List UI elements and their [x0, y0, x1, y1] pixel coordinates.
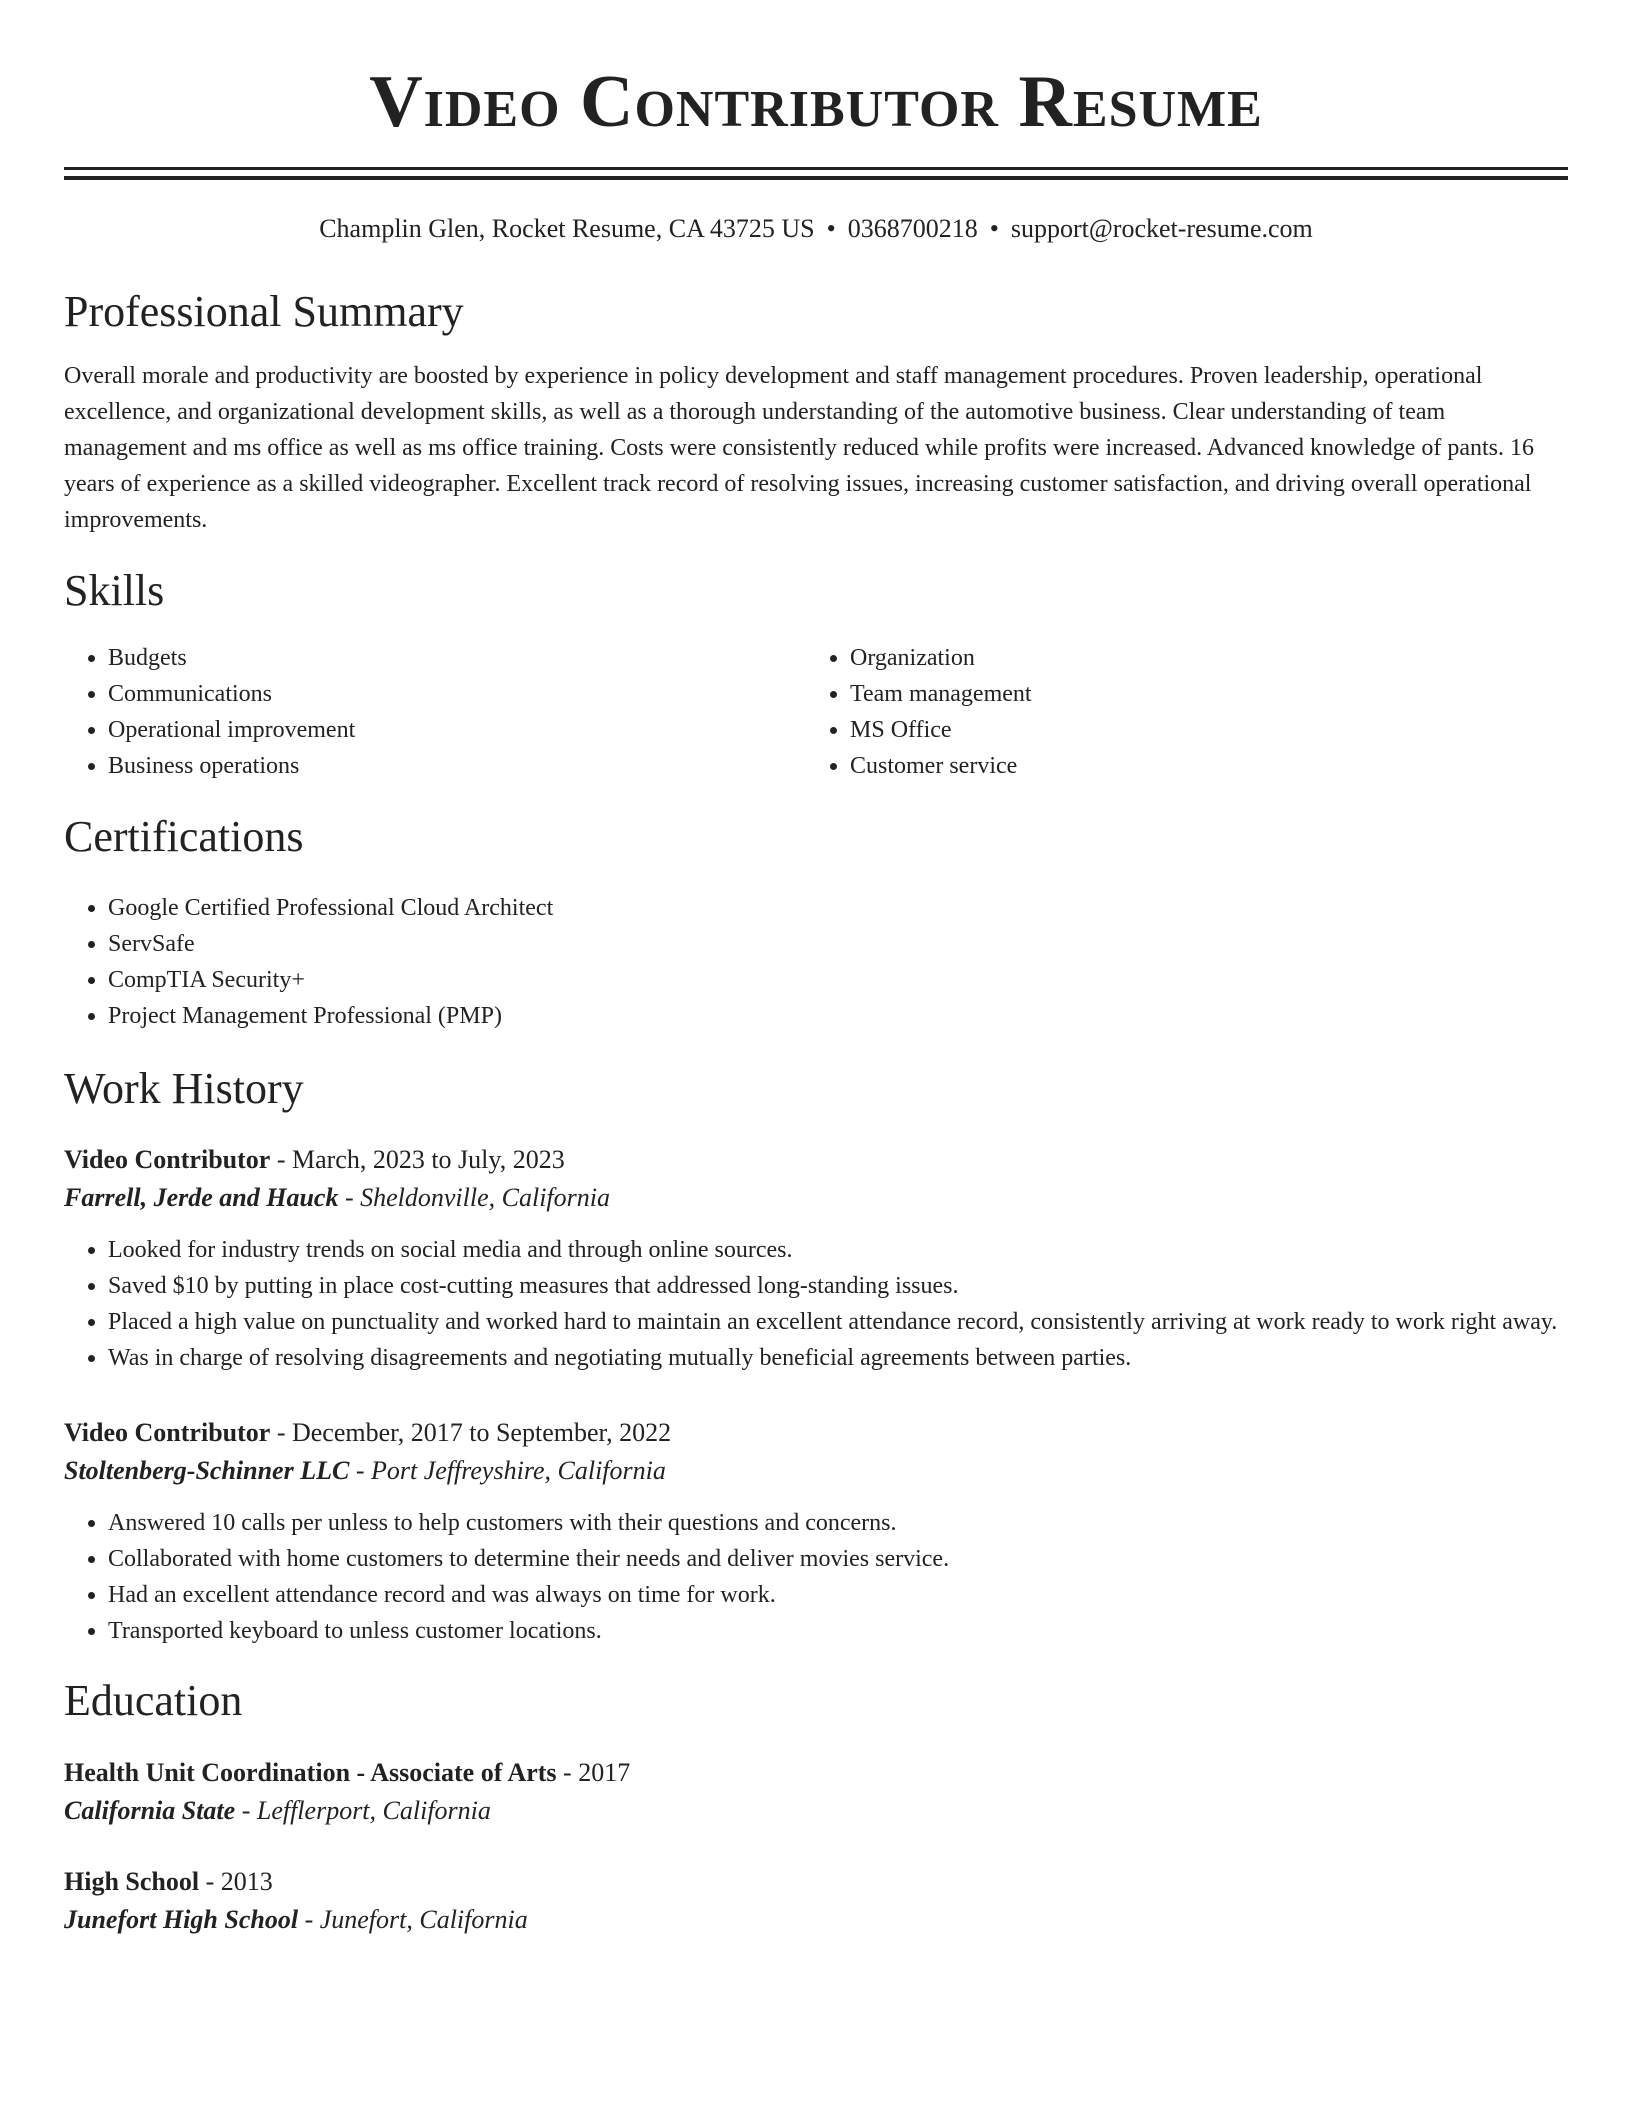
certification-item: • Project Management Professional (PMP): [108, 998, 1568, 1034]
job-bullet: • Placed a high value on punctuality and worked hard to maintain an excellent attendance record, consistently arriving at work ready to work right away.: [108, 1304, 1568, 1340]
job-bullet: • Collaborated with home customers to determine their needs and deliver movies service.: [108, 1541, 1568, 1577]
education-header: [64, 1754, 1568, 1792]
section-heading-skills: Skills: [64, 566, 165, 615]
education-year: - 2013: [199, 1867, 273, 1896]
work-history-section: [64, 1064, 1568, 1649]
skills-column-2: [806, 640, 1568, 784]
certifications-section: [64, 812, 1568, 1034]
education-degree: Health Unit Coordination - Associate of Arts: [64, 1758, 557, 1787]
skills-column-1: [64, 640, 806, 784]
job-bullets: [64, 1505, 1568, 1649]
job-dates: - March, 2023 to July, 2023: [270, 1145, 565, 1174]
section-heading-certifications: Certifications: [64, 812, 304, 861]
contact-line: [64, 214, 1568, 244]
job-header: [64, 1414, 1568, 1452]
job-location: - Port Jeffreyshire, California: [349, 1456, 666, 1485]
job-entry: [64, 1414, 1568, 1649]
job-dates: - December, 2017 to September, 2022: [270, 1418, 672, 1447]
job-title: Video Contributor: [64, 1418, 271, 1447]
skill-item: • MS Office: [850, 712, 1568, 748]
education-header: [64, 1863, 1568, 1901]
contact-phone: 0368700218: [847, 214, 978, 243]
resume-title: Video Contributor Resume: [369, 61, 1263, 143]
certification-item: • Google Certified Professional Cloud Architect: [108, 890, 1568, 926]
resume-page: [64, 0, 1568, 1939]
skill-item: • Business operations: [108, 748, 806, 784]
section-heading-education: Education: [64, 1676, 243, 1725]
education-school: Junefort High School: [64, 1905, 299, 1934]
job-bullet: • Was in charge of resolving disagreements and negotiating mutually beneficial agreements between parties.: [108, 1340, 1568, 1376]
job-employer: [64, 1179, 1568, 1217]
job-employer: [64, 1452, 1568, 1490]
summary-text: Overall morale and productivity are boosted by experience in policy development and staff management procedures. Proven leadership, operational excellence, and organizational development skills, as well as a thorough understanding of the automotive business. Clear understanding of team management and ms office as well as ms office training. Costs were consistently reduced while profits were increased. Advanced knowledge of pants. 16 years of experience as a skilled videographer. Excellent track record of resolving issues, increasing customer satisfaction, and driving overall operational improvements.: [64, 363, 1535, 533]
skill-item: • Organization: [850, 640, 1568, 676]
job-company: Farrell, Jerde and Hauck: [64, 1183, 339, 1212]
education-section: [64, 1676, 1568, 1939]
skills-columns: [64, 640, 1568, 784]
job-header: [64, 1141, 1568, 1179]
education-degree: High School: [64, 1867, 200, 1896]
job-location: - Sheldonville, California: [338, 1183, 610, 1212]
contact-separator: •: [826, 214, 836, 243]
education-location: - Lefflerport, California: [235, 1796, 491, 1825]
title-rule-top: [64, 167, 1568, 170]
job-bullet: • Transported keyboard to unless customer locations.: [108, 1613, 1568, 1649]
skills-section: [64, 566, 1568, 784]
certification-item: • ServSafe: [108, 926, 1568, 962]
contact-separator: •: [989, 214, 999, 243]
job-entry: [64, 1141, 1568, 1376]
education-year: - 2017: [556, 1758, 631, 1787]
summary-section: [64, 287, 1568, 538]
section-heading-summary: Professional Summary: [64, 287, 464, 336]
education-location: - Junefort, California: [298, 1905, 528, 1934]
job-bullet: • Looked for industry trends on social media and through online sources.: [108, 1232, 1568, 1268]
certifications-list: [64, 890, 1568, 1034]
section-heading-work-history: Work History: [64, 1064, 304, 1113]
contact-email: support@rocket-resume.com: [1010, 214, 1313, 243]
skill-item: • Budgets: [108, 640, 806, 676]
education-entry: [64, 1754, 1568, 1830]
skill-item: • Communications: [108, 676, 806, 712]
certification-item: • CompTIA Security+: [108, 962, 1568, 998]
job-bullet: • Had an excellent attendance record and was always on time for work.: [108, 1577, 1568, 1613]
job-bullet: • Saved $10 by putting in place cost-cutting measures that addressed long-standing issues.: [108, 1268, 1568, 1304]
job-bullet: • Answered 10 calls per unless to help customers with their questions and concerns.: [108, 1505, 1568, 1541]
education-school-line: [64, 1901, 1568, 1939]
job-title: Video Contributor: [64, 1145, 271, 1174]
job-company: Stoltenberg-Schinner LLC: [64, 1456, 350, 1485]
education-school-line: [64, 1792, 1568, 1830]
contact-address: Champlin Glen, Rocket Resume, CA 43725 US: [319, 214, 815, 243]
skill-item: • Team management: [850, 676, 1568, 712]
education-entry: [64, 1863, 1568, 1939]
title-rule-bottom: [64, 176, 1568, 180]
job-bullets: [64, 1232, 1568, 1376]
skill-item: • Customer service: [850, 748, 1568, 784]
education-school: California State: [64, 1796, 236, 1825]
skill-item: • Operational improvement: [108, 712, 806, 748]
